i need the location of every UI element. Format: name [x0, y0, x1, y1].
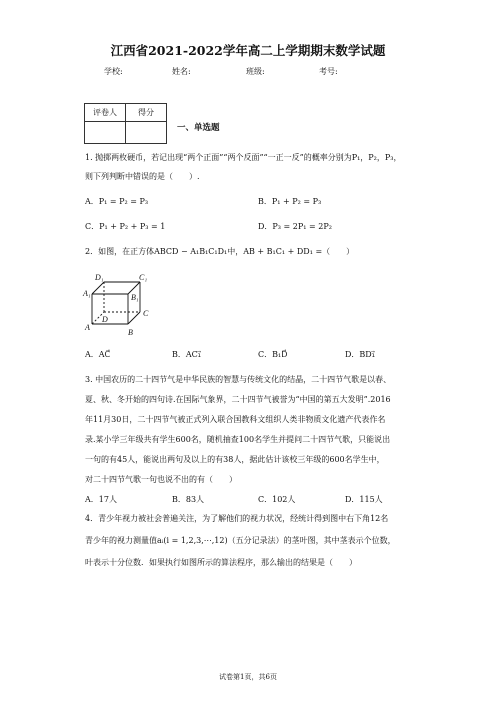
q4-line-1: 4．青少年视力被社会普遍关注，为了解他们的视力状况，经统计得到图中右下角12名 [85, 514, 389, 523]
grade-table [84, 103, 167, 144]
reviewer-cell [85, 122, 126, 144]
q3-line-6: 对二十四节气歌一句也说不出的有（ ） [85, 475, 237, 484]
q3-option-a: A．17人 [85, 495, 117, 504]
page-title: 江西省2021-2022学年高二上学期期末数学试题 [110, 43, 386, 58]
class-field-label: 班级: [246, 67, 265, 76]
page-footer: 试卷第1页，共6页 [219, 673, 277, 681]
q4-line-2: 青少年的视力测量值aᵢ(i = 1,2,3,⋯,12)（五分记录法）的茎叶图，其中茎表示个位数， [85, 536, 396, 545]
q1-option-c: C．P₁ + P₂ + P₃ = 1 [85, 222, 166, 231]
q1-option-d: D．P₃ = 2P₁ = 2P₂ [258, 222, 332, 231]
number-field-label: 考号: [319, 67, 338, 76]
q3-option-b: B．83人 [172, 495, 205, 504]
q3-option-c: C．102人 [258, 495, 296, 504]
q4-line-3: 叶表示十分位数．如果执行如图所示的算法程序，那么输出的结果是（ ） [85, 558, 357, 567]
q2-option-b: B．AC₁⃗ [172, 350, 201, 359]
label-d1: D₁ [95, 273, 104, 282]
q2-option-d: D．BD₁⃗ [345, 350, 375, 359]
edge-a1d1 [92, 282, 104, 294]
q1-line-2: 则下列判断中错误的是（ ）. [85, 172, 200, 181]
q3-line-4: 录.某小学三年级共有学生600名，随机抽查100名学生并提问二十四节气歌，只能说出 [85, 435, 391, 444]
score-header: 得分 [126, 104, 167, 122]
label-b: B [128, 328, 133, 337]
label-b1: B₁ [131, 293, 139, 302]
score-cell [126, 122, 167, 144]
q2-line-1: 2．如图，在正方体ABCD − A₁B₁C₁D₁中，AB + B₁C₁ + DD₁ =（ ） [85, 247, 355, 256]
label-a: A [85, 323, 90, 332]
label-d: D [102, 315, 108, 324]
q3-line-1: 3. 中国农历的二十四节气是中华民族的智慧与传统文化的结晶，二十四节气歌是以春、 [85, 375, 392, 384]
q1-option-b: B．P₁ + P₂ = P₃ [258, 197, 322, 206]
section-title: 一、单选题 [177, 123, 220, 133]
q3-line-5: 一句的有45人，能说出两句及以上的有38人，据此估计该校三年级的600名学生中， [85, 455, 385, 464]
reviewer-header: 评卷人 [85, 104, 126, 122]
label-c1: C₁ [139, 273, 148, 282]
q3-line-3: 年11月30日，二十四节气被正式列入联合国教科文组织人类非物质文化遗产代表作名 [85, 415, 386, 424]
q1-line-1: 1. 抛掷两枚硬币，若记出现“两个正面”“两个反面”“一正一反”的概率分别为P₁，P₂，P₃， [85, 153, 402, 162]
edge-bc [128, 312, 140, 324]
q3-option-d: D．115人 [345, 495, 383, 504]
label-c: C [143, 309, 149, 318]
q3-line-2: 夏、秋、冬开始的四句诗.在国际气象界，二十四节气被誉为“中国的第五大发明”.2016 [85, 395, 391, 404]
school-field-label: 学校: [104, 67, 123, 76]
q2-option-a: A．AC⃗ [85, 350, 111, 359]
cube-figure [82, 268, 162, 340]
q2-option-c: C．B₁D⃗ [258, 350, 288, 359]
label-a1: A₁ [83, 289, 91, 298]
q1-option-a: A．P₁ = P₂ = P₃ [85, 197, 149, 206]
name-field-label: 姓名: [172, 67, 191, 76]
